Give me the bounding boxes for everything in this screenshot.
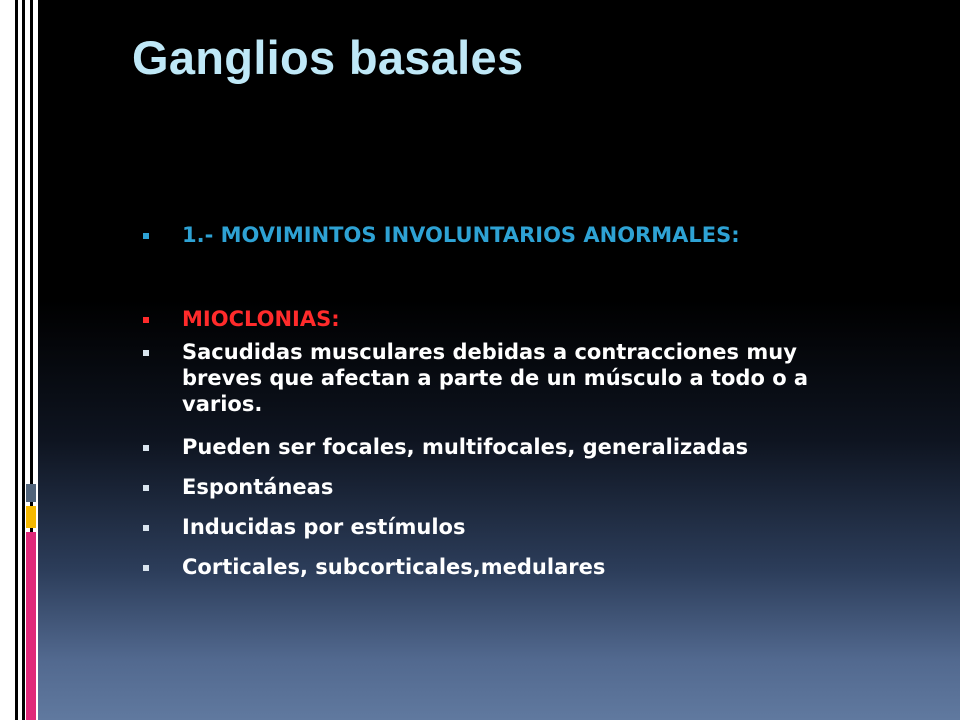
accent-block-magenta bbox=[26, 532, 36, 720]
bullet-marker-icon bbox=[143, 350, 149, 356]
bullet-marker-icon bbox=[143, 317, 149, 323]
bullet-text: Espontáneas bbox=[182, 475, 334, 499]
bullet-marker-icon bbox=[143, 233, 149, 239]
bullet-marker-icon bbox=[143, 565, 149, 571]
strip-line bbox=[22, 0, 25, 720]
bullet-text: Corticales, subcorticales,medulares bbox=[182, 555, 606, 579]
bullet-text-line: Sacudidas musculares debidas a contracciones muy bbox=[182, 340, 797, 364]
strip-line bbox=[15, 0, 18, 720]
bullet-list bbox=[143, 222, 960, 580]
bullet-item bbox=[143, 474, 960, 500]
bullet-marker-icon bbox=[143, 485, 149, 491]
accent-block-yellow bbox=[26, 506, 36, 528]
bullet-text: Pueden ser focales, multifocales, generalizadas bbox=[182, 435, 749, 459]
bullet-item bbox=[143, 514, 960, 540]
bullet-item bbox=[143, 306, 960, 332]
bullet-item bbox=[143, 222, 960, 248]
bullet-marker-icon bbox=[143, 525, 149, 531]
bullet-text-line: varios. bbox=[182, 392, 263, 416]
accent-block-blue-gray bbox=[26, 484, 36, 502]
left-decorative-strip bbox=[0, 0, 38, 720]
bullet-text: Inducidas por estímulos bbox=[182, 515, 466, 539]
bullet-text: MIOCLONIAS: bbox=[182, 307, 340, 331]
bullet-item bbox=[143, 554, 960, 580]
bullet-marker-icon bbox=[143, 445, 149, 451]
bullet-text-line: breves que afectan a parte de un músculo a todo o a bbox=[182, 366, 809, 390]
slide-title: Ganglios basales bbox=[132, 31, 524, 84]
bullet-text: 1.- MOVIMINTOS INVOLUNTARIOS ANORMALES: bbox=[182, 223, 740, 247]
bullet-item bbox=[143, 434, 960, 460]
bullet-item bbox=[143, 339, 960, 417]
